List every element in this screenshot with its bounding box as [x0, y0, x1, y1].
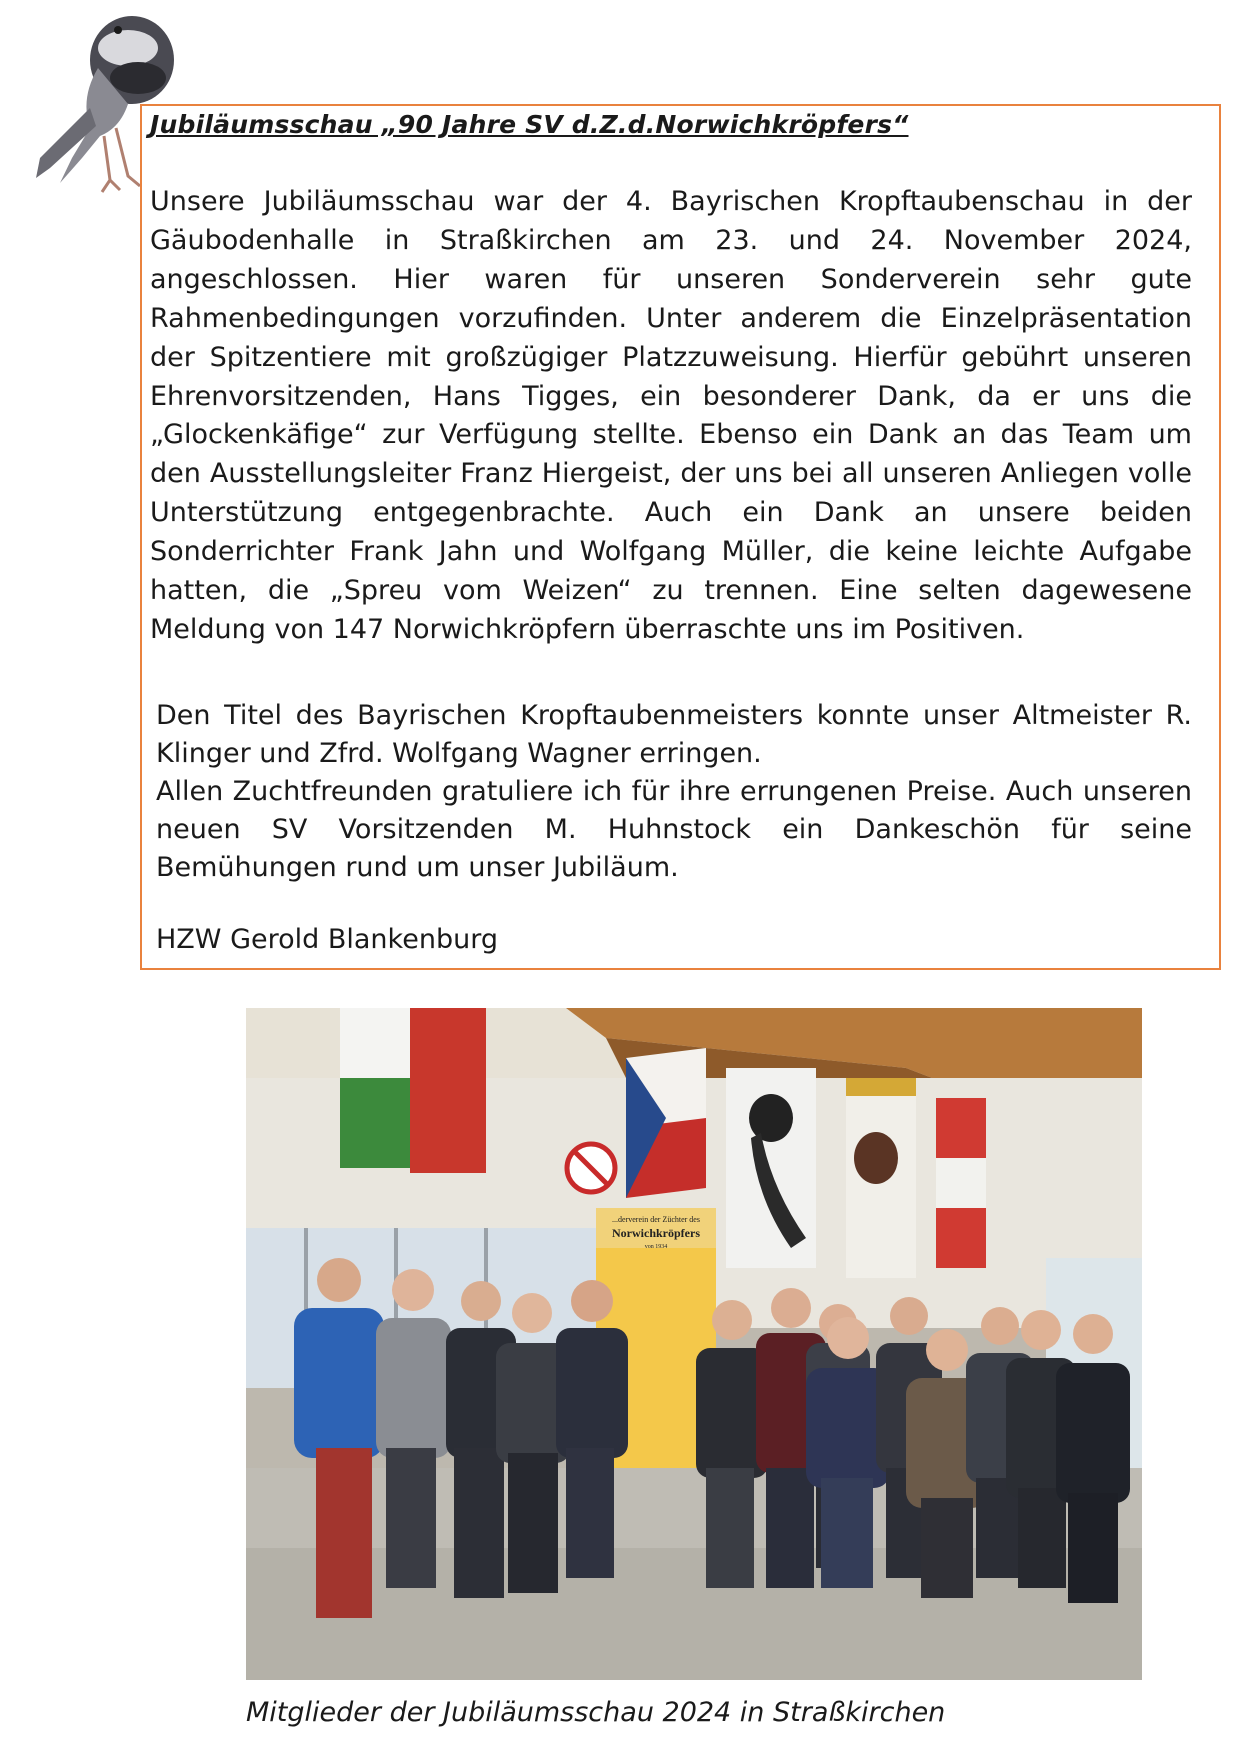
banner-line-1: ...derverein der Züchter des [612, 1215, 700, 1224]
article-paragraph-2-line-1: Den Titel des Bayrischen Kropftaubenmeisters konnte unser Altmeister R. Klinger und Zfrd. Wolfgang Wagner erringen. [156, 700, 1192, 769]
banner-line-2: Norwichkröpfers [612, 1226, 700, 1240]
article-paragraph-2-line-2: Allen Zuchtfreunden gratuliere ich für ihre errungenen Preise. Auch unseren neuen SV Vorsitzenden M. Huhnstock ein Dankeschön für seine Bemühungen rund um unser Jubiläum. [156, 776, 1192, 883]
article-paragraph-2 [156, 697, 1192, 887]
article-title: Jubiläumsschau „90 Jahre SV d.Z.d.Norwichkröpfers“ [150, 110, 909, 139]
author-signature: HZW Gerold Blankenburg [156, 924, 498, 955]
photo-caption: Mitglieder der Jubiläumsschau 2024 in Straßkirchen [246, 1697, 946, 1728]
article-paragraph: Unsere Jubiläumsschau war der 4. Bayrischen Kropftaubenschau in der Gäubodenhalle in Straßkirchen am 23. und 24. November 2024, angeschlossen. Hier waren für unseren Sonderverein sehr gute Rahmenbedingungen vorzufinden. Unter anderem die Einzelpräsentation der Spitzentiere mit großzügiger Platzzuweisung. Hierfür gebührt unseren Ehrenvorsitzenden, Hans Tigges, ein besonderer Dank, da er uns die „Glockenkäfige“ zur Verfügung stellte. Ebenso ein Dank an das Team um den Ausstellungsleiter Franz Hiergeist, der uns bei all unseren Anliegen volle Unterstützung entgegenbrachte. Auch ein Dank an unsere beiden Sonderrichter Frank Jahn und Wolfgang Müller, die keine leichte Aufgabe hatten, die „Spreu vom Weizen“ zu trennen. Eine selten dagewesene Meldung von 147 Norwichkröpfern überraschte uns im Positiven. [150, 186, 1192, 645]
banner-line-3: von 1934 [644, 1244, 668, 1250]
group-photo [246, 1008, 1142, 1680]
